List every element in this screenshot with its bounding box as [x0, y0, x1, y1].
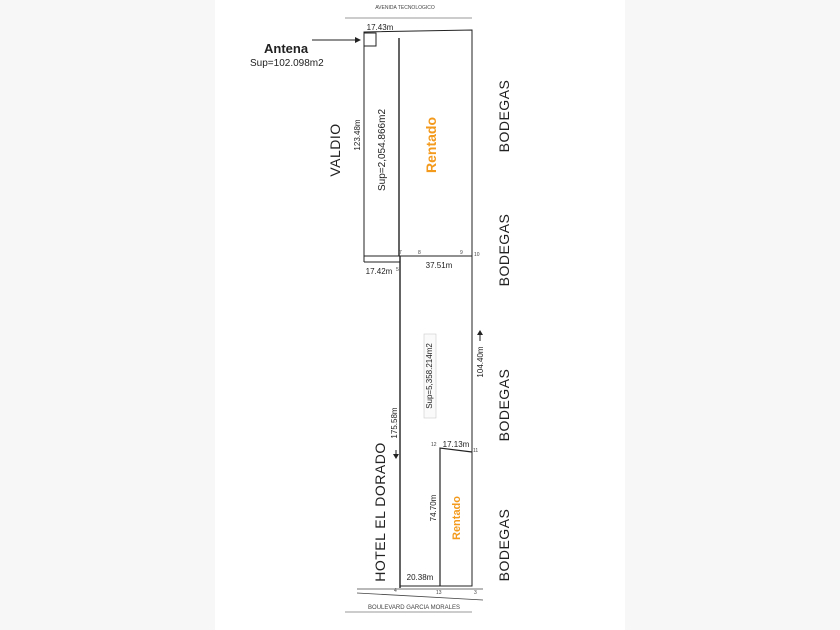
lower-lot-area: Sup=5,358.214m2: [425, 343, 434, 409]
south-street-line-2: [357, 593, 483, 600]
vertex-12: 12: [431, 442, 437, 448]
north-street-label: AVENIDA TECNOLOGICO: [375, 5, 435, 11]
neighbor-bodegas-4: BODEGAS: [496, 508, 512, 582]
vertex-13: 13: [436, 590, 442, 596]
vertex-9: 9: [460, 250, 463, 256]
vertex-10: 10: [474, 252, 480, 258]
vertex-8: 8: [418, 250, 421, 256]
inner-top-width: 17.13m: [442, 440, 470, 449]
east-arrowhead: [477, 330, 483, 335]
upper-bottom-width: 17.42m: [365, 267, 393, 276]
antena-area: Sup=102.098m2: [250, 58, 324, 69]
upper-lot-area: Sup=2,054.866m2: [377, 108, 388, 192]
inner-lot-height: 74.70m: [429, 494, 438, 522]
south-street-label: BOULEVARD GARCIA MORALES: [368, 605, 460, 611]
neighbor-hotel: HOTEL EL DORADO: [372, 442, 388, 582]
lower-east-side: 104.40m: [476, 346, 485, 378]
vertex-3: 3: [474, 590, 477, 596]
upper-top-width: 17.43m: [366, 23, 394, 32]
vertex-11: 11: [473, 448, 479, 454]
vertex-7: 7: [399, 250, 402, 256]
inner-lot-status: Rentado: [451, 496, 463, 540]
neighbor-valdio: VALDIO: [327, 123, 343, 177]
vertex-4: 4: [394, 588, 397, 594]
neighbor-bodegas-3: BODEGAS: [496, 368, 512, 442]
antena-arrowhead: [355, 37, 361, 43]
upper-lot-status: Rentado: [423, 117, 439, 173]
neighbor-bodegas-2: BODEGAS: [496, 213, 512, 287]
lower-bottom-width: 20.38m: [406, 573, 434, 582]
antena-box: [364, 33, 376, 46]
neighbor-bodegas-1: BODEGAS: [496, 79, 512, 153]
west-arrowhead: [393, 454, 399, 459]
antena-label: Antena: [264, 41, 309, 56]
upper-lot-height: 123.48m: [353, 119, 362, 151]
lower-west-side: 175.58m: [390, 407, 399, 439]
lower-top-width: 37.51m: [425, 261, 453, 270]
vertex-5: 5: [396, 267, 399, 273]
